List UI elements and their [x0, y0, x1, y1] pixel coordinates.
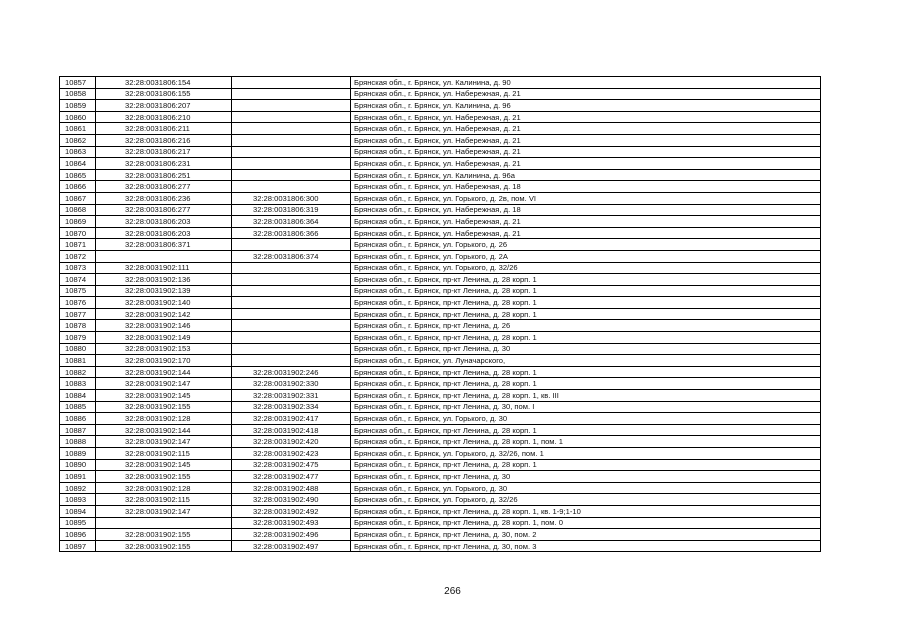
address-cell: Брянская обл., г. Брянск, пр-кт Ленина, д. 30, пом. 2	[351, 529, 821, 541]
address-cell: Брянская обл., г. Брянск, ул. Луначарского,	[351, 355, 821, 367]
cadastral-number-cell: 32:28:0031902:149	[96, 332, 232, 344]
table-row	[60, 529, 821, 541]
table-row	[60, 111, 821, 123]
row-number-cell: 10862	[60, 134, 96, 146]
registry-table-body	[60, 77, 821, 552]
related-cadastral-number-cell	[232, 169, 351, 181]
table-row	[60, 88, 821, 100]
row-number-cell: 10894	[60, 505, 96, 517]
table-row	[60, 297, 821, 309]
cadastral-number-cell: 32:28:0031902:128	[96, 413, 232, 425]
address-cell: Брянская обл., г. Брянск, ул. Набережная, д. 21	[351, 134, 821, 146]
address-cell: Брянская обл., г. Брянск, ул. Калинина, д. 96	[351, 100, 821, 112]
row-number-cell: 10893	[60, 494, 96, 506]
address-cell: Брянская обл., г. Брянск, пр-кт Ленина, д. 28 корп. 1, пом. 1	[351, 436, 821, 448]
address-cell: Брянская обл., г. Брянск, ул. Набережная, д. 21	[351, 123, 821, 135]
address-cell: Брянская обл., г. Брянск, пр-кт Ленина, д. 28 корп. 1	[351, 366, 821, 378]
row-number-cell: 10878	[60, 320, 96, 332]
related-cadastral-number-cell: 32:28:0031902:493	[232, 517, 351, 529]
page-number: 266	[444, 586, 461, 597]
related-cadastral-number-cell	[232, 181, 351, 193]
table-row	[60, 227, 821, 239]
table-row	[60, 204, 821, 216]
address-cell: Брянская обл., г. Брянск, ул. Горького, д. 32/26	[351, 262, 821, 274]
related-cadastral-number-cell: 32:28:0031902:497	[232, 540, 351, 552]
table-row	[60, 262, 821, 274]
cadastral-number-cell: 32:28:0031902:144	[96, 424, 232, 436]
row-number-cell: 10872	[60, 250, 96, 262]
table-row	[60, 274, 821, 286]
row-number-cell: 10873	[60, 262, 96, 274]
table-row	[60, 413, 821, 425]
cadastral-number-cell: 32:28:0031806:277	[96, 204, 232, 216]
address-cell: Брянская обл., г. Брянск, ул. Горького, д. 30	[351, 482, 821, 494]
row-number-cell: 10865	[60, 169, 96, 181]
address-cell: Брянская обл., г. Брянск, пр-кт Ленина, д. 28 корп. 1	[351, 459, 821, 471]
address-cell: Брянская обл., г. Брянск, пр-кт Ленина, д. 28 корп. 1, кв. 1-9;1-10	[351, 505, 821, 517]
row-number-cell: 10859	[60, 100, 96, 112]
table-row	[60, 100, 821, 112]
row-number-cell: 10868	[60, 204, 96, 216]
cadastral-number-cell: 32:28:0031902:142	[96, 308, 232, 320]
related-cadastral-number-cell	[232, 239, 351, 251]
related-cadastral-number-cell	[232, 355, 351, 367]
address-cell: Брянская обл., г. Брянск, пр-кт Ленина, д. 28 корп. 1	[351, 378, 821, 390]
cadastral-number-cell: 32:28:0031902:140	[96, 297, 232, 309]
table-row	[60, 146, 821, 158]
address-cell: Брянская обл., г. Брянск, пр-кт Ленина, д. 28 корп. 1, кв. III	[351, 390, 821, 402]
table-row	[60, 192, 821, 204]
related-cadastral-number-cell	[232, 262, 351, 274]
cadastral-number-cell: 32:28:0031902:145	[96, 459, 232, 471]
table-row	[60, 123, 821, 135]
row-number-cell: 10863	[60, 146, 96, 158]
cadastral-number-cell: 32:28:0031902:144	[96, 366, 232, 378]
table-row	[60, 482, 821, 494]
address-cell: Брянская обл., г. Брянск, пр-кт Ленина, д. 28 корп. 1	[351, 285, 821, 297]
related-cadastral-number-cell: 32:28:0031902:496	[232, 529, 351, 541]
row-number-cell: 10883	[60, 378, 96, 390]
row-number-cell: 10891	[60, 471, 96, 483]
related-cadastral-number-cell: 32:28:0031902:246	[232, 366, 351, 378]
related-cadastral-number-cell: 32:28:0031806:319	[232, 204, 351, 216]
table-row	[60, 517, 821, 529]
cadastral-number-cell: 32:28:0031902:146	[96, 320, 232, 332]
cadastral-number-cell: 32:28:0031902:147	[96, 505, 232, 517]
address-cell: Брянская обл., г. Брянск, пр-кт Ленина, д. 28 корп. 1, пом. 0	[351, 517, 821, 529]
table-row	[60, 390, 821, 402]
related-cadastral-number-cell	[232, 134, 351, 146]
table-row	[60, 540, 821, 552]
address-cell: Брянская обл., г. Брянск, ул. Горького, д. 32/26	[351, 494, 821, 506]
table-row	[60, 366, 821, 378]
table-row	[60, 308, 821, 320]
related-cadastral-number-cell: 32:28:0031902:477	[232, 471, 351, 483]
table-row	[60, 424, 821, 436]
related-cadastral-number-cell: 32:28:0031902:330	[232, 378, 351, 390]
table-row	[60, 216, 821, 228]
related-cadastral-number-cell	[232, 146, 351, 158]
row-number-cell: 10864	[60, 158, 96, 170]
address-cell: Брянская обл., г. Брянск, ул. Набережная, д. 21	[351, 111, 821, 123]
table-row	[60, 77, 821, 89]
address-cell: Брянская обл., г. Брянск, пр-кт Ленина, д. 28 корп. 1	[351, 332, 821, 344]
related-cadastral-number-cell	[232, 343, 351, 355]
related-cadastral-number-cell	[232, 332, 351, 344]
cadastral-number-cell: 32:28:0031806:211	[96, 123, 232, 135]
related-cadastral-number-cell: 32:28:0031902:490	[232, 494, 351, 506]
row-number-cell: 10879	[60, 332, 96, 344]
address-cell: Брянская обл., г. Брянск, пр-кт Ленина, д. 28 корп. 1	[351, 424, 821, 436]
related-cadastral-number-cell: 32:28:0031902:420	[232, 436, 351, 448]
address-cell: Брянская обл., г. Брянск, ул. Горького, д. 2в, пом. VI	[351, 192, 821, 204]
address-cell: Брянская обл., г. Брянск, ул. Набережная, д. 21	[351, 146, 821, 158]
address-cell: Брянская обл., г. Брянск, ул. Набережная, д. 18	[351, 204, 821, 216]
address-cell: Брянская обл., г. Брянск, пр-кт Ленина, д. 30	[351, 471, 821, 483]
cadastral-number-cell: 32:28:0031806:277	[96, 181, 232, 193]
address-cell: Брянская обл., г. Брянск, пр-кт Ленина, д. 30, пом. 3	[351, 540, 821, 552]
related-cadastral-number-cell: 32:28:0031806:374	[232, 250, 351, 262]
cadastral-number-cell: 32:28:0031806:154	[96, 77, 232, 89]
cadastral-number-cell: 32:28:0031806:207	[96, 100, 232, 112]
cadastral-number-cell: 32:28:0031806:231	[96, 158, 232, 170]
cadastral-number-cell: 32:28:0031902:145	[96, 390, 232, 402]
related-cadastral-number-cell: 32:28:0031902:492	[232, 505, 351, 517]
table-row	[60, 250, 821, 262]
table-row	[60, 401, 821, 413]
cadastral-number-cell: 32:28:0031806:371	[96, 239, 232, 251]
table-row	[60, 448, 821, 460]
address-cell: Брянская обл., г. Брянск, ул. Горького, д. 32/26, пом. 1	[351, 448, 821, 460]
row-number-cell: 10874	[60, 274, 96, 286]
related-cadastral-number-cell	[232, 111, 351, 123]
related-cadastral-number-cell	[232, 123, 351, 135]
related-cadastral-number-cell	[232, 88, 351, 100]
cadastral-number-cell: 32:28:0031806:216	[96, 134, 232, 146]
row-number-cell: 10890	[60, 459, 96, 471]
row-number-cell: 10880	[60, 343, 96, 355]
row-number-cell: 10882	[60, 366, 96, 378]
cadastral-number-cell: 32:28:0031902:147	[96, 378, 232, 390]
row-number-cell: 10857	[60, 77, 96, 89]
cadastral-number-cell: 32:28:0031806:155	[96, 88, 232, 100]
row-number-cell: 10861	[60, 123, 96, 135]
related-cadastral-number-cell: 32:28:0031902:475	[232, 459, 351, 471]
cadastral-number-cell: 32:28:0031902:136	[96, 274, 232, 286]
row-number-cell: 10858	[60, 88, 96, 100]
cadastral-number-cell	[96, 250, 232, 262]
address-cell: Брянская обл., г. Брянск, пр-кт Ленина, д. 28 корп. 1	[351, 274, 821, 286]
table-row	[60, 239, 821, 251]
related-cadastral-number-cell	[232, 297, 351, 309]
related-cadastral-number-cell: 32:28:0031902:418	[232, 424, 351, 436]
row-number-cell: 10870	[60, 227, 96, 239]
address-cell: Брянская обл., г. Брянск, ул. Горького, д. 30	[351, 413, 821, 425]
address-cell: Брянская обл., г. Брянск, ул. Калинина, д. 90	[351, 77, 821, 89]
cadastral-number-cell: 32:28:0031806:203	[96, 227, 232, 239]
table-row	[60, 459, 821, 471]
table-row	[60, 505, 821, 517]
related-cadastral-number-cell	[232, 274, 351, 286]
table-row	[60, 436, 821, 448]
cadastral-number-cell: 32:28:0031902:115	[96, 448, 232, 460]
related-cadastral-number-cell: 32:28:0031902:334	[232, 401, 351, 413]
cadastral-number-cell: 32:28:0031902:155	[96, 540, 232, 552]
row-number-cell: 10896	[60, 529, 96, 541]
cadastral-number-cell: 32:28:0031902:155	[96, 471, 232, 483]
cadastral-number-cell: 32:28:0031902:128	[96, 482, 232, 494]
related-cadastral-number-cell	[232, 320, 351, 332]
cadastral-number-cell: 32:28:0031806:236	[96, 192, 232, 204]
row-number-cell: 10876	[60, 297, 96, 309]
row-number-cell: 10869	[60, 216, 96, 228]
row-number-cell: 10877	[60, 308, 96, 320]
table-row	[60, 494, 821, 506]
related-cadastral-number-cell	[232, 308, 351, 320]
table-row	[60, 355, 821, 367]
row-number-cell: 10889	[60, 448, 96, 460]
related-cadastral-number-cell: 32:28:0031806:366	[232, 227, 351, 239]
table-row	[60, 471, 821, 483]
row-number-cell: 10881	[60, 355, 96, 367]
address-cell: Брянская обл., г. Брянск, ул. Набережная, д. 21	[351, 88, 821, 100]
address-cell: Брянская обл., г. Брянск, ул. Горького, д. 26	[351, 239, 821, 251]
row-number-cell: 10871	[60, 239, 96, 251]
related-cadastral-number-cell: 32:28:0031902:417	[232, 413, 351, 425]
cadastral-number-cell: 32:28:0031902:153	[96, 343, 232, 355]
table-row	[60, 343, 821, 355]
related-cadastral-number-cell	[232, 158, 351, 170]
address-cell: Брянская обл., г. Брянск, ул. Набережная, д. 21	[351, 227, 821, 239]
row-number-cell: 10860	[60, 111, 96, 123]
cadastral-number-cell: 32:28:0031902:155	[96, 401, 232, 413]
related-cadastral-number-cell: 32:28:0031806:300	[232, 192, 351, 204]
row-number-cell: 10886	[60, 413, 96, 425]
cadastral-number-cell: 32:28:0031902:111	[96, 262, 232, 274]
address-cell: Брянская обл., г. Брянск, ул. Горького, д. 2А	[351, 250, 821, 262]
related-cadastral-number-cell: 32:28:0031806:364	[232, 216, 351, 228]
cadastral-number-cell: 32:28:0031902:115	[96, 494, 232, 506]
address-cell: Брянская обл., г. Брянск, ул. Набережная, д. 21	[351, 216, 821, 228]
table-row	[60, 169, 821, 181]
table-row	[60, 320, 821, 332]
table-row	[60, 332, 821, 344]
table-row	[60, 158, 821, 170]
address-cell: Брянская обл., г. Брянск, пр-кт Ленина, д. 28 корп. 1	[351, 297, 821, 309]
address-cell: Брянская обл., г. Брянск, ул. Набережная, д. 18	[351, 181, 821, 193]
row-number-cell: 10895	[60, 517, 96, 529]
address-cell: Брянская обл., г. Брянск, ул. Набережная, д. 21	[351, 158, 821, 170]
address-cell: Брянская обл., г. Брянск, пр-кт Ленина, д. 30, пом. I	[351, 401, 821, 413]
row-number-cell: 10887	[60, 424, 96, 436]
row-number-cell: 10875	[60, 285, 96, 297]
related-cadastral-number-cell: 32:28:0031902:488	[232, 482, 351, 494]
table-row	[60, 285, 821, 297]
row-number-cell: 10885	[60, 401, 96, 413]
related-cadastral-number-cell	[232, 77, 351, 89]
cadastral-number-cell: 32:28:0031806:251	[96, 169, 232, 181]
related-cadastral-number-cell: 32:28:0031902:331	[232, 390, 351, 402]
cadastral-number-cell: 32:28:0031902:139	[96, 285, 232, 297]
cadastral-number-cell: 32:28:0031902:170	[96, 355, 232, 367]
address-cell: Брянская обл., г. Брянск, пр-кт Ленина, д. 28 корп. 1	[351, 308, 821, 320]
row-number-cell: 10867	[60, 192, 96, 204]
cadastral-number-cell: 32:28:0031806:217	[96, 146, 232, 158]
registry-table	[59, 76, 821, 552]
row-number-cell: 10884	[60, 390, 96, 402]
row-number-cell: 10897	[60, 540, 96, 552]
cadastral-number-cell: 32:28:0031806:210	[96, 111, 232, 123]
cadastral-number-cell: 32:28:0031902:155	[96, 529, 232, 541]
row-number-cell: 10892	[60, 482, 96, 494]
table-row	[60, 181, 821, 193]
address-cell: Брянская обл., г. Брянск, ул. Калинина, д. 96а	[351, 169, 821, 181]
related-cadastral-number-cell	[232, 285, 351, 297]
row-number-cell: 10866	[60, 181, 96, 193]
table-row	[60, 134, 821, 146]
related-cadastral-number-cell	[232, 100, 351, 112]
cadastral-number-cell	[96, 517, 232, 529]
table-row	[60, 378, 821, 390]
address-cell: Брянская обл., г. Брянск, пр-кт Ленина, д. 26	[351, 320, 821, 332]
cadastral-number-cell: 32:28:0031806:203	[96, 216, 232, 228]
related-cadastral-number-cell: 32:28:0031902:423	[232, 448, 351, 460]
row-number-cell: 10888	[60, 436, 96, 448]
address-cell: Брянская обл., г. Брянск, пр-кт Ленина, д. 30	[351, 343, 821, 355]
cadastral-number-cell: 32:28:0031902:147	[96, 436, 232, 448]
